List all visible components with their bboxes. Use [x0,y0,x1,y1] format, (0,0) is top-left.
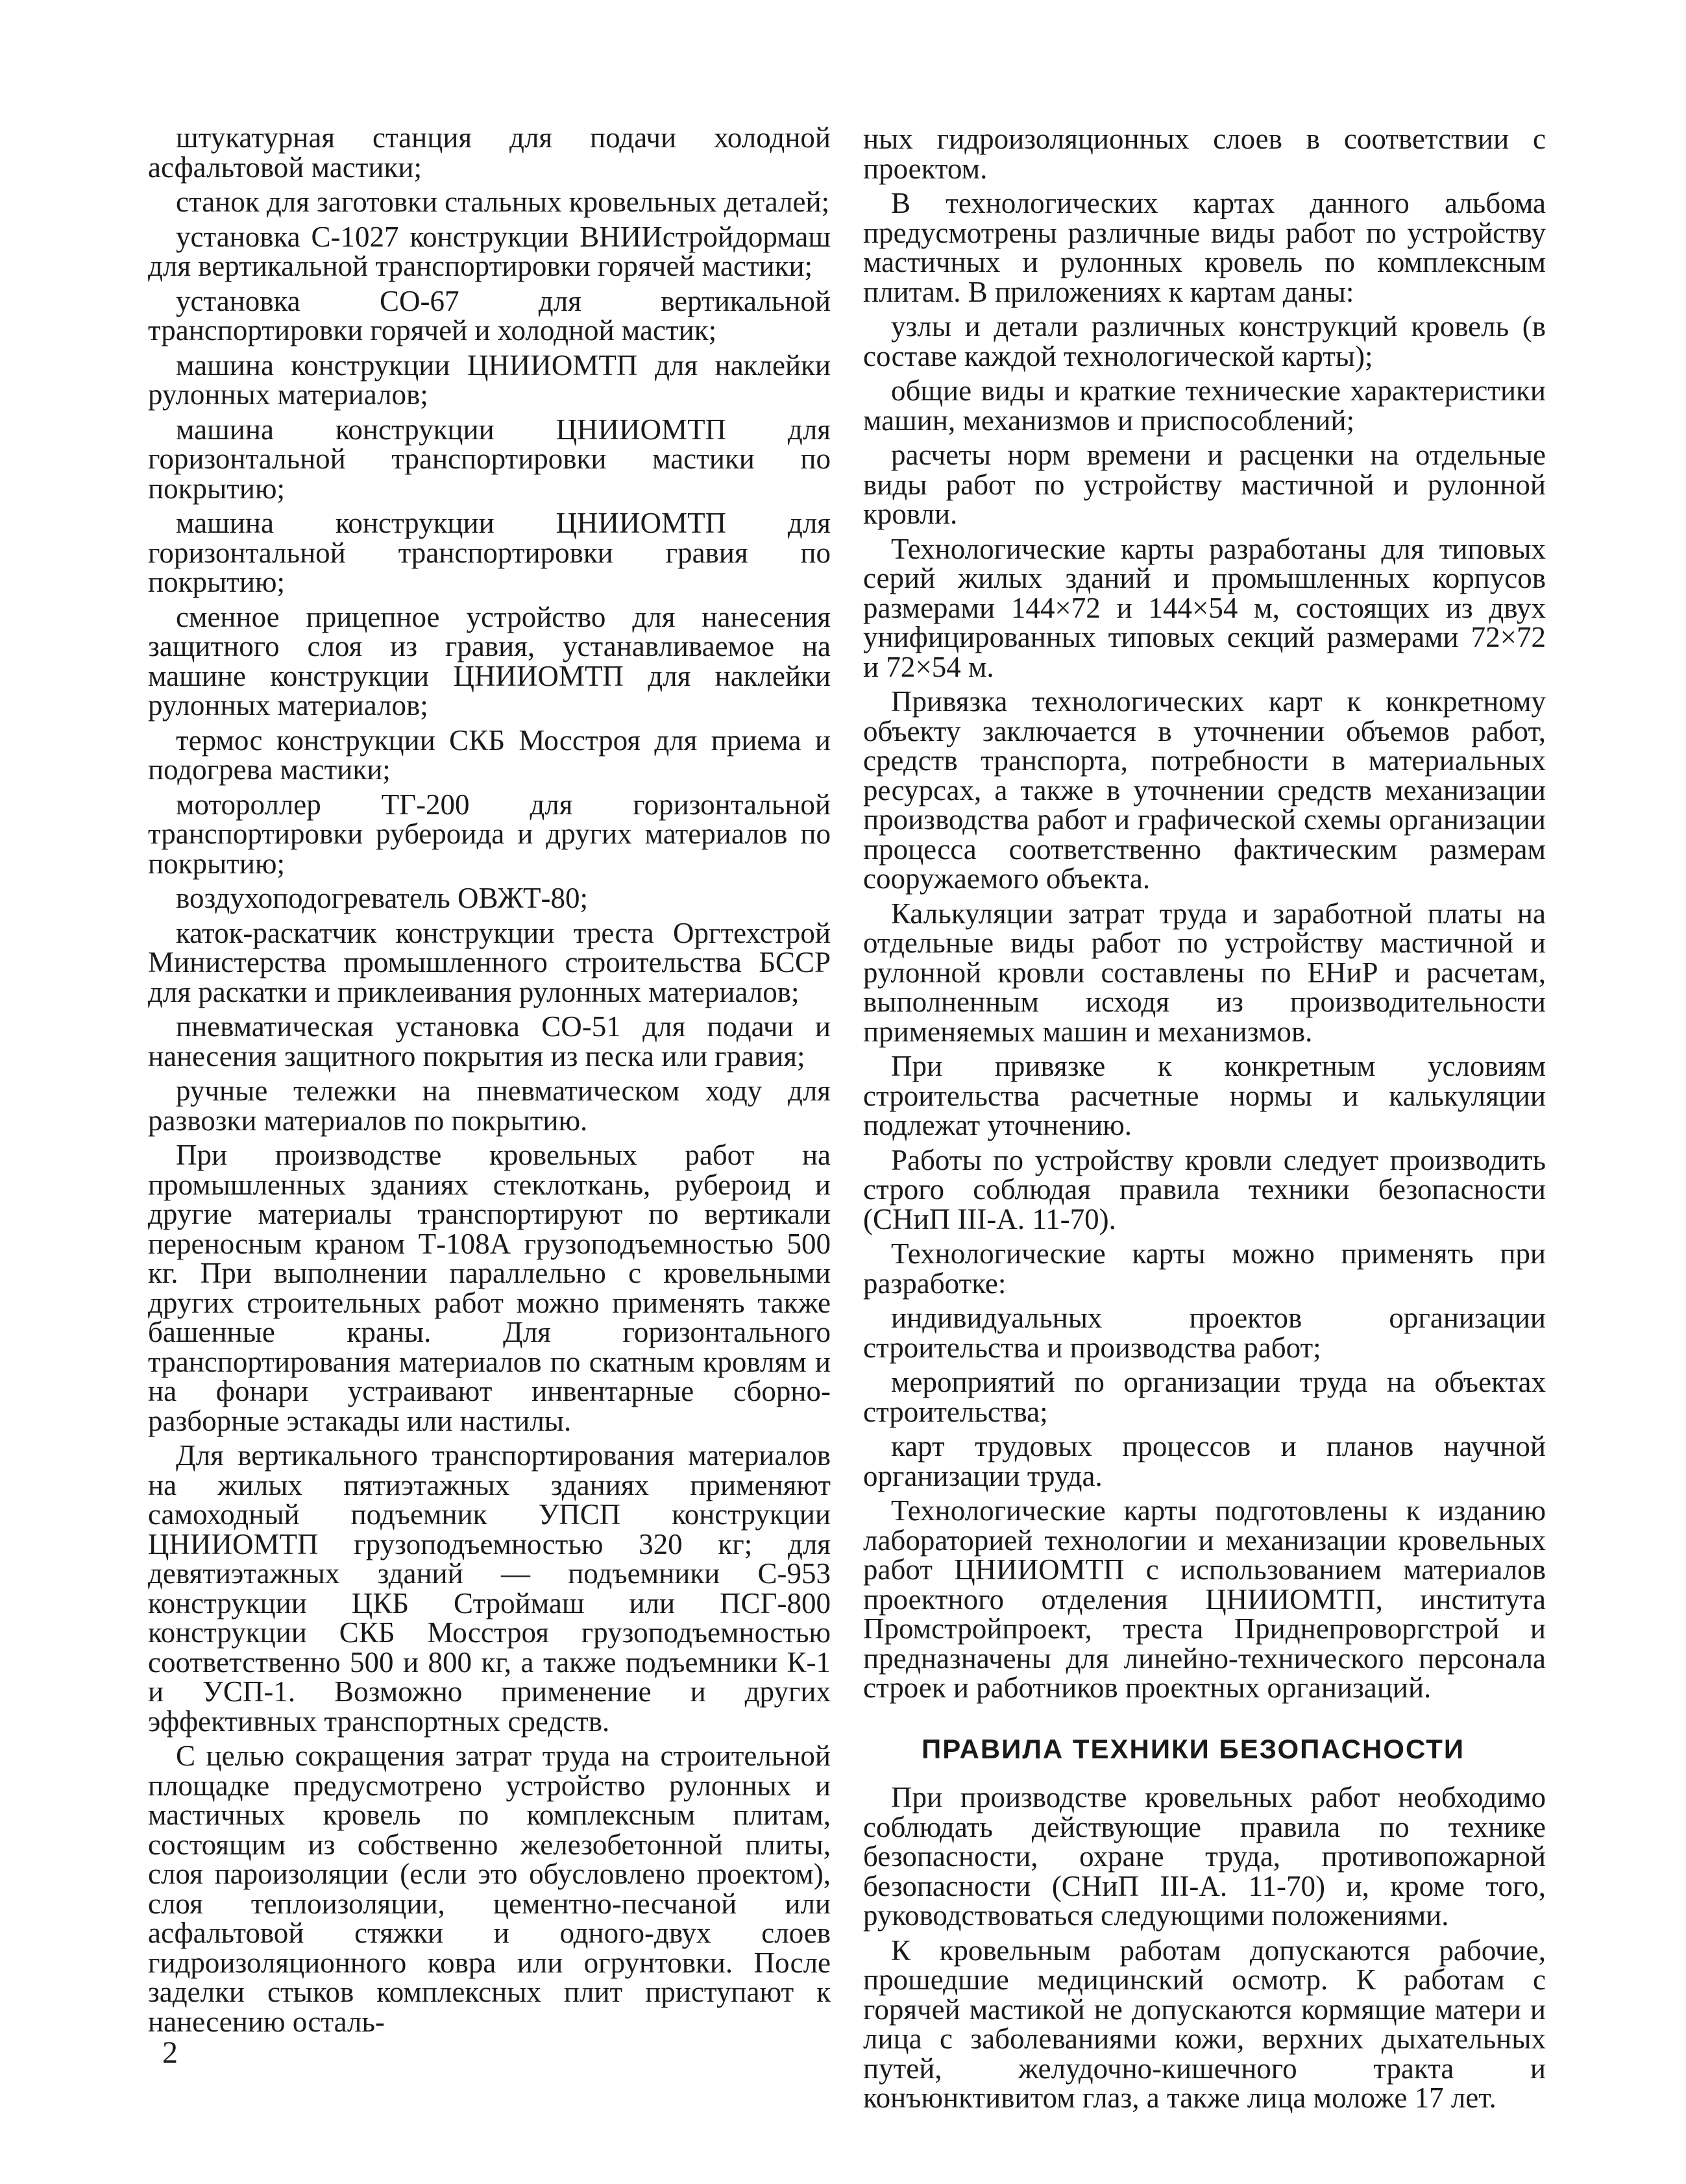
paragraph: сменное прицепное устройство для нанесения защитного слоя из гравия, устанавливаемое на машине конструкции ЦНИИОМТП для наклейки рулонных материалов; [148,600,831,722]
paragraph: расчеты норм времени и расценки на отдельные виды работ по устройству мастичной и рулонной кровли. [863,439,1546,530]
paragraph: При производстве кровельных работ необходимо соблюдать действующие правила по технике безопасности, охране труда, противопожарной безопасности (СНиП III-А. 11-70) и, кроме того, руководствоваться следующими положениями. [863,1781,1546,1932]
paragraph: машина конструкции ЦНИИОМТП для горизонтальной транспортировки гравия по покрытию; [148,507,831,598]
paragraph: установка С-1027 конструкции ВНИИстройдормаш для вертикальной транспортировки горячей мастики; [148,220,831,282]
paragraph: ручные тележки на пневматическом ходу для развозки материалов по покрытию. [148,1074,831,1137]
paragraph: При привязке к конкретным условиям строительства расчетные нормы и калькуляции подлежат уточнению. [863,1050,1546,1141]
section-heading: ПРАВИЛА ТЕХНИКИ БЕЗОПАСНОСТИ [922,1733,1465,1764]
paragraph: К кровельным работам допускаются рабочие, прошедшие медицинский осмотр. К работам с горячей мастикой не допускаются кормящие матери и лица с заболеваниями кожи, верхних дыхательных путей, желудочно-кишечного тракта и конъюнктивитом глаз, а также лица моложе 17 лет. [863,1934,1546,2114]
paragraph: мероприятий по организации труда на объектах строительства; [863,1366,1546,1428]
paragraph: Калькуляции затрат труда и заработной платы на отдельные виды работ по устройству мастичной и рулонной кровли составлены по ЕНиР и расчетам, выполненным исходя из производительности применяемых машин и механизмов. [863,897,1546,1048]
paragraph: пневматическая установка СО-51 для подачи и нанесения защитного покрытия из песка или гравия; [148,1010,831,1073]
paragraph: В технологических картах данного альбома предусмотрены различные виды работ по устройству мастичных и рулонных кровель по комплексным плитам. В приложениях к картам даны: [863,187,1546,308]
paragraph: штукатурная станция для подачи холодной асфальтовой мастики; [148,121,831,184]
paragraph: Для вертикального транспортирования материалов на жилых пятиэтажных зданиях применяют самоходный подъемник УПСП конструкции ЦНИИОМТП грузоподъемностью 320 кг; для девятиэтажных зданий — подъемники С-953 конструкции ЦКБ Строймаш или ПСГ-800 конструкции СКБ Мосстроя грузоподъемностью соответственно 500 и 800 кг, а также подъемники К-1 и УСП-1. Возможно применение и других эффективных транспортных средств. [148,1439,831,1738]
paragraph: каток-раскатчик конструкции треста Оргтехстрой Министерства промышленного строительства БССР для раскатки и приклеивания рулонных материалов; [148,916,831,1008]
paragraph: общие виды и краткие технические характеристики машин, механизмов и приспособлений; [863,374,1546,437]
paragraph: машина конструкции ЦНИИОМТП для горизонтальной транспортировки мастики по покрытию; [148,413,831,505]
paragraph: Привязка технологических карт к конкретному объекту заключается в уточнении объемов работ, средств транспорта, потребности в материальных ресурсах, а также в уточнении средств механизации производства работ и графической схемы организации процесса соответственно фактическим размерам сооружаемого объекта. [863,685,1546,895]
paragraph: термос конструкции СКБ Мосстроя для приема и подогрева мастики; [148,723,831,786]
paragraph: Технологические карты подготовлены к изданию лабораторией технологии и механизации кровельных работ ЦНИИОМТП с использованием материалов проектного отделения ЦНИИОМТП, института Промстройпроект, треста Приднепроворгстрой и предназначены для линейно-технического персонала строек и работников проектных организаций. [863,1494,1546,1704]
paragraph: При производстве кровельных работ на промышленных зданиях стеклоткань, рубероид и другие материалы транспортируют по вертикали переносным краном Т-108А грузоподъемностью 500 кг. При выполнении параллельно с кровельными других строительных работ можно применять также башенные краны. Для горизонтального транспортирования материалов по скатным кровлям и на фонари устраивают инвентарные сборно-разборные эстакады или настилы. [148,1139,831,1437]
paragraph: воздухоподогреватель ОВЖТ-80; [176,882,588,914]
paragraph: индивидуальных проектов организации строительства и производства работ; [863,1302,1546,1364]
left-column [148,123,831,2042]
page-number: 2 [162,2035,178,2070]
paragraph: мотороллер ТГ-200 для горизонтальной транспортировки рубероида и других материалов по покрытию; [148,788,831,880]
paragraph: С целью сокращения затрат труда на строительной площадке предусмотрено устройство рулонных и мастичных кровель по комплексным плитам, состоящим из собственно железобетонной плиты, слоя пароизоляции (если это обусловлено проектом), слоя теплоизоляции, цементно-песчаной или асфальтовой стяжки и одного-двух слоев гидроизоляционного ковра или огрунтовки. После заделки стыков комплексных плит приступают к нанесению осталь- [148,1740,831,2038]
right-column [863,125,1546,2118]
paragraph: карт трудовых процессов и планов научной организации труда. [863,1430,1546,1492]
paragraph: станок для заготовки стальных кровельных деталей; [176,186,830,218]
paragraph: Технологические карты разработаны для типовых серий жилых зданий и промышленных корпусов размерами 144×72 и 144×54 м, состоящих из двух унифицированных типовых секций размерами 72×72 и 72×54 м. [863,532,1546,683]
paragraph: Технологические карты можно применять при разработке: [863,1237,1546,1300]
paragraph: узлы и детали различных конструкций кровель (в составе каждой технологической карты); [863,310,1546,372]
paragraph: Работы по устройству кровли следует производить строго соблюдая правила техники безопасности (СНиП III-А. 11-70). [863,1143,1546,1235]
paragraph: ных гидроизоляционных слоев в соответствии с проектом. [863,123,1546,185]
paragraph: установка СО-67 для вертикальной транспортировки горячей и холодной мастик; [148,284,831,346]
paragraph: машина конструкции ЦНИИОМТП для наклейки рулонных материалов; [148,348,831,411]
